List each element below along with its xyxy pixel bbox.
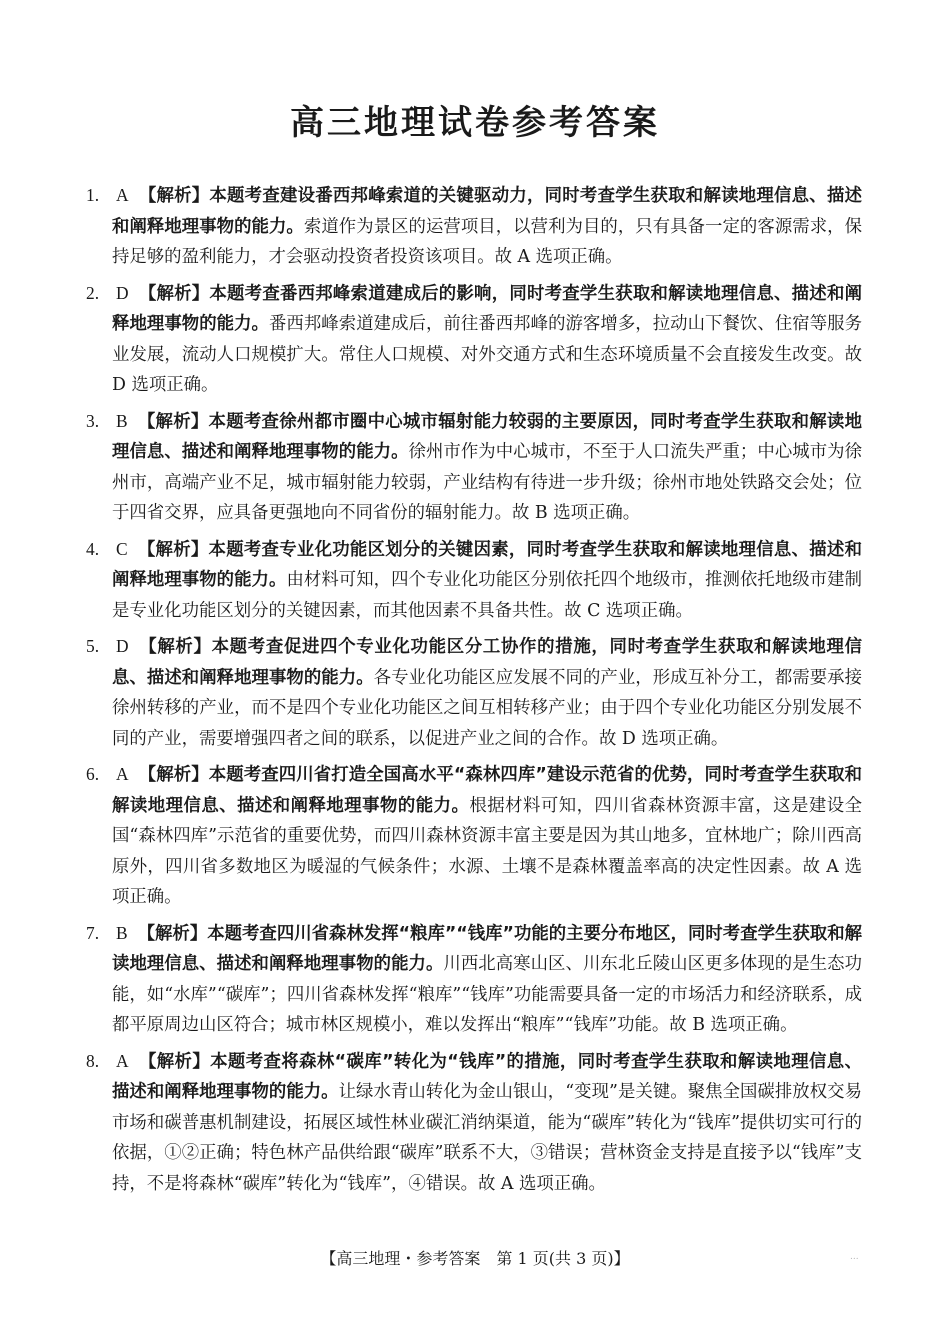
answer-item-8 xyxy=(86,1046,862,1200)
question-number: 4. xyxy=(86,538,100,559)
explanation-text: 让绿水青山转化为金山银山，“变现”是关键。聚焦全国碳排放权交易市场和碳普惠机制建设，拓展区域性林业碳汇消纳渠道，能为“碳库”转化为“钱库”提供切实可行的依据，①②正确；特色林产品供给跟“碳库”联系不大，③错误；营林资金支持是直接予以“钱库”支持，不是将森林“碳库”转化为“钱库”，④错误。故 A 选项正确。 xyxy=(112,1082,862,1194)
answer-letter: B xyxy=(116,410,128,431)
analysis-heading: 【解析】本题考查四川省打造全国高水平“森林四库”建设示范省的优势，同时考查学生获取和解读地理信息、描述和阐释地理事物的能力。 xyxy=(112,765,862,816)
explanation-text: 徐州市作为中心城市，不至于人口流失严重；中心城市为徐州市，高端产业不足，城市辐射能力较弱，产业结构有待进一步升级；徐州市地处铁路交会处；位于四省交界，应具备更强地向不同省份的辐射能力。故 B 选项正确。 xyxy=(112,442,862,523)
answer-item-2 xyxy=(86,278,862,401)
answer-item-6 xyxy=(86,759,862,913)
answer-item-4 xyxy=(86,534,862,627)
analysis-heading: 【解析】本题考查专业化功能区划分的关键因素，同时考查学生获取和解读地理信息、描述和阐释地理事物的能力。 xyxy=(112,539,862,590)
answer-letter: A xyxy=(116,1050,129,1071)
explanation-text: 川西北高寒山区、川东北丘陵山区更多体现的是生态功能，如“水库”“碳库”；四川省森林发挥“粮库”“钱库”功能需要具备一定的市场活力和经济联系，成都平原周边山区符合；城市林区规模小，难以发挥出“粮库”“钱库”功能。故 B 选项正确。 xyxy=(112,954,862,1035)
answer-list xyxy=(86,180,862,1204)
corner-mark: ... xyxy=(850,1252,859,1262)
explanation-text: 番西邦峰索道建成后，前往番西邦峰的游客增多，拉动山下餐饮、住宿等服务业发展，流动人口规模扩大。常住人口规模、对外交通方式和生态环境质量不会直接发生改变。故 D 选项正确。 xyxy=(112,314,862,395)
explanation-text: 索道作为景区的运营项目，以营利为目的，只有具备一定的客源需求，保持足够的盈利能力，才会驱动投资者投资该项目。故 A 选项正确。 xyxy=(112,216,862,267)
page-title: 高三地理试卷参考答案 xyxy=(290,103,660,143)
question-number: 6. xyxy=(86,764,100,784)
question-number: 2. xyxy=(86,282,100,303)
answer-item-1 xyxy=(86,180,862,273)
analysis-heading: 【解析】本题考查促进四个专业化功能区分工协作的措施，同时考查学生获取和解读地理信息、描述和阐释地理事物的能力。 xyxy=(112,637,862,688)
analysis-heading: 【解析】本题考查将森林“碳库”转化为“钱库”的措施，同时考查学生获取和解读地理信息、描述和阐释地理事物的能力。 xyxy=(112,1051,862,1102)
answer-letter: A xyxy=(116,764,129,784)
answer-item-7 xyxy=(86,918,862,1041)
question-number: 3. xyxy=(86,410,100,431)
analysis-heading: 【解析】本题考查四川省森林发挥“粮库”“钱库”功能的主要分布地区，同时考查学生获取和解读地理信息、描述和阐释地理事物的能力。 xyxy=(112,923,862,974)
answer-item-3 xyxy=(86,406,862,529)
answer-letter: D xyxy=(116,282,129,303)
question-number: 8. xyxy=(86,1050,100,1071)
page-footer: 【高三地理・参考答案 第 1 页(共 3 页)】 xyxy=(320,1249,630,1268)
answer-item-5 xyxy=(86,631,862,754)
answer-letter: C xyxy=(116,538,128,559)
question-number: 5. xyxy=(86,636,100,656)
answer-letter: D xyxy=(116,636,129,656)
explanation-text: 由材料可知，四个专业化功能区分别依托四个地级市，推测依托地级市建制是专业化功能区划分的关键因素，而其他因素不具备共性。故 C 选项正确。 xyxy=(112,570,862,621)
question-number: 1. xyxy=(86,185,100,205)
analysis-heading: 【解析】本题考查建设番西邦峰索道的关键驱动力，同时考查学生获取和解读地理信息、描述和阐释地理事物的能力。 xyxy=(112,186,862,237)
explanation-text: 根据材料可知，四川省森林资源丰富，这是建设全国“森林四库”示范省的重要优势，而四川森林资源丰富主要是因为其山地多，宜林地广；除川西高原外，四川省多数地区为暖湿的气候条件；水源、土壤不是森林覆盖率高的决定性因素。故 A 选项正确。 xyxy=(112,795,862,907)
answer-letter: B xyxy=(116,922,128,943)
analysis-heading: 【解析】本题考查徐州都市圈中心城市辐射能力较弱的主要原因，同时考查学生获取和解读地理信息、描述和阐释地理事物的能力。 xyxy=(112,411,862,462)
question-number: 7. xyxy=(86,922,100,943)
answer-letter: A xyxy=(116,185,129,205)
analysis-heading: 【解析】本题考查番西邦峰索道建成后的影响，同时考查学生获取和解读地理信息、描述和阐释地理事物的能力。 xyxy=(112,283,862,334)
explanation-text: 各专业化功能区应发展不同的产业，形成互补分工，都需要承接徐州转移的产业，而不是四个专业化功能区之间互相转移产业；由于四个专业化功能区分别发展不同的产业，需要增强四者之间的联系，以促进产业之间的合作。故 D 选项正确。 xyxy=(112,667,862,749)
